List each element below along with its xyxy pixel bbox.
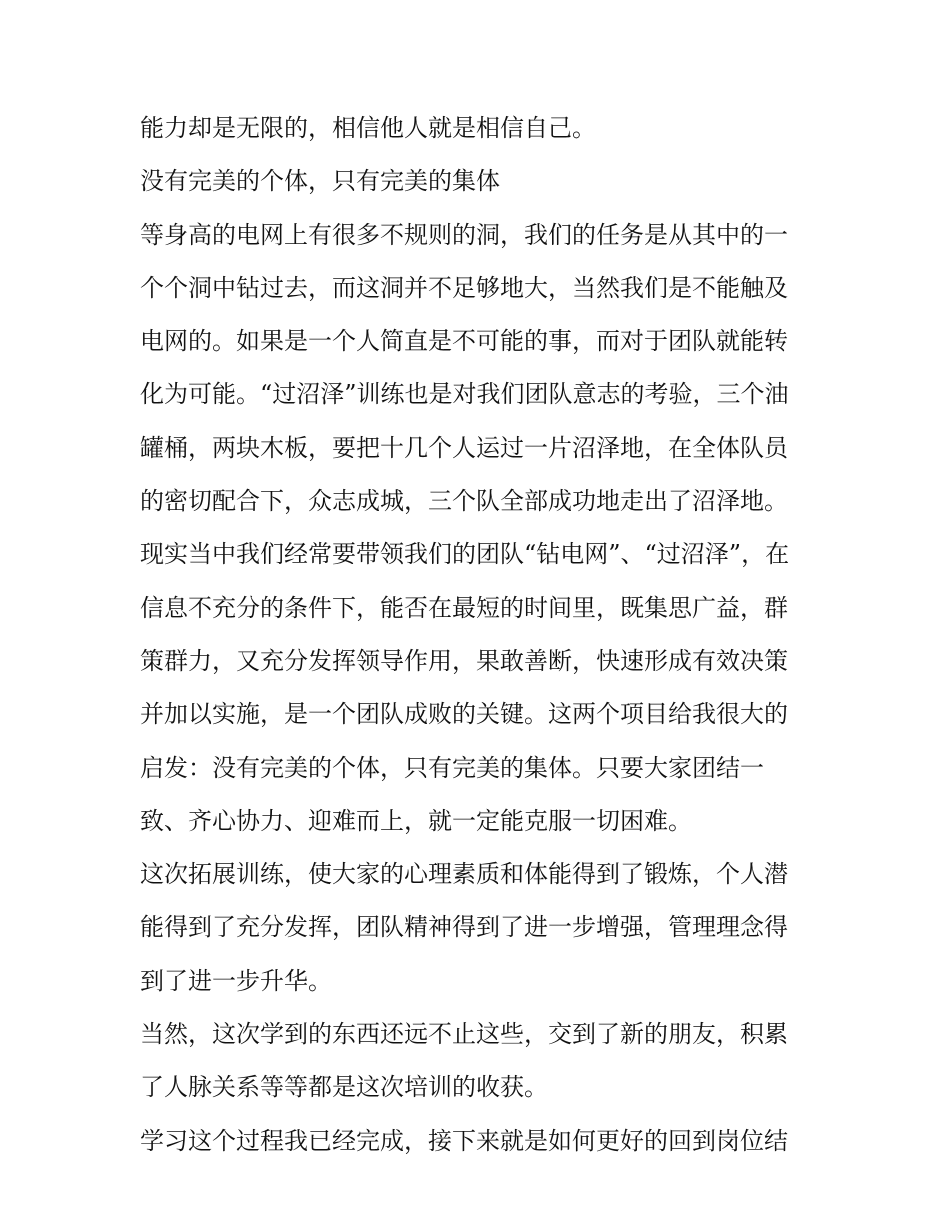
text-line: 并加以实施，是一个团队成败的关键。这两个项目给我很大的 bbox=[140, 700, 788, 729]
text-line: 罐桶，两块木板，要把十几个人运过一片沼泽地，在全体队员 bbox=[140, 433, 788, 462]
text-line: 能得到了充分发挥，团队精神得到了进一步增强，管理理念得 bbox=[140, 913, 788, 942]
text-line: 等身高的电网上有很多不规则的洞，我们的任务是从其中的一 bbox=[140, 220, 788, 249]
text-line: 到了进一步升华。 bbox=[140, 966, 332, 995]
text-line: 学习这个过程我已经完成，接下来就是如何更好的回到岗位结 bbox=[140, 1126, 788, 1155]
document-body bbox=[140, 102, 820, 1168]
text-line: 个个洞中钻过去，而这洞并不足够地大，当然我们是不能触及 bbox=[140, 273, 788, 302]
text-line: 这次拓展训练，使大家的心理素质和体能得到了锻炼，个人潜 bbox=[140, 860, 788, 889]
text-line: 现实当中我们经常要带领我们的团队“钻电网”、“过沼泽”，在 bbox=[140, 540, 790, 569]
text-line: 信息不充分的条件下，能否在最短的时间里，既集思广益，群 bbox=[140, 593, 788, 622]
text-line: 策群力，又充分发挥领导作用，果敢善断，快速形成有效决策 bbox=[140, 646, 788, 675]
text-line: 化为可能。“过沼泽”训练也是对我们团队意志的考验，三个油 bbox=[140, 380, 789, 409]
text-line: 致、齐心协力、迎难而上，就一定能克服一切困难。 bbox=[140, 806, 692, 835]
text-line: 启发：没有完美的个体，只有完美的集体。只要大家团结一 bbox=[140, 753, 764, 782]
text-line: 了人脉关系等等都是这次培训的收获。 bbox=[140, 1073, 548, 1102]
text-line: 能力却是无限的，相信他人就是相信自己。 bbox=[140, 114, 596, 142]
text-line: 的密切配合下，众志成城，三个队全部成功地走出了沼泽地。 bbox=[140, 487, 788, 516]
text-line: 当然，这次学到的东西还远不止这些，交到了新的朋友，积累 bbox=[140, 1020, 788, 1049]
text-line: 电网的。如果是一个人简直是不可能的事，而对于团队就能转 bbox=[140, 327, 788, 356]
text-line: 没有完美的个体，只有完美的集体 bbox=[140, 167, 500, 196]
